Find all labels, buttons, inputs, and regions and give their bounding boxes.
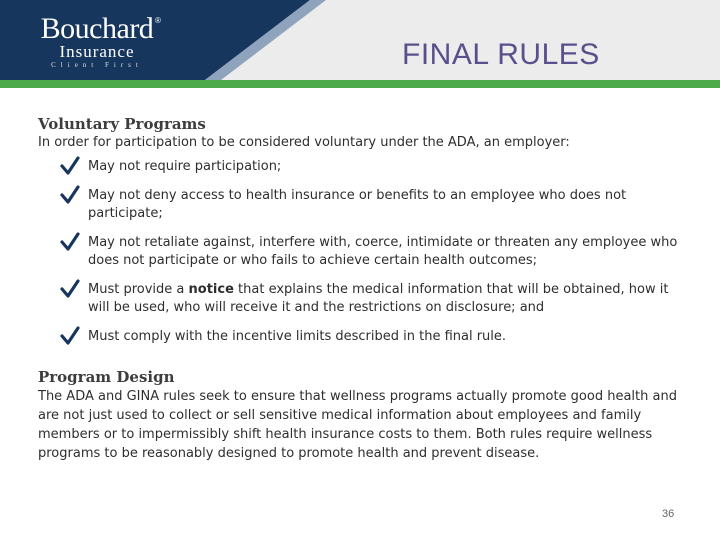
program-design-heading: Program Design (38, 368, 175, 386)
list-item-text: Must comply with the incentive limits described in the final rule. (88, 329, 507, 344)
checkmark-icon (60, 326, 80, 346)
list-item (60, 328, 688, 346)
list-item-text: May not deny access to health insurance or benefits to an employee who does not participate; (88, 188, 627, 221)
logo-sub-text: Insurance (59, 42, 135, 61)
slide-header (0, 0, 720, 80)
checkmark-icon (60, 185, 80, 205)
checkmark-icon (60, 279, 80, 299)
checkmark-icon (60, 156, 80, 176)
checkmark-icon (60, 232, 80, 252)
page-number: 36 (662, 508, 675, 520)
list-item (60, 234, 688, 270)
logo-main-text: Bouchard (40, 12, 154, 45)
company-logo (32, 14, 162, 70)
list-item-text: May not retaliate against, interfere with, coerce, intimidate or threaten any employee who does not participate or who fails to achieve certain health outcomes; (88, 235, 678, 268)
notice-emphasis: notice (188, 282, 234, 297)
registered-mark: ® (155, 16, 161, 25)
header-accent-bar (0, 80, 720, 88)
list-item-text-post: that explains the medical information that will be obtained, how it will be used, who will receive it and the restrictions on disclosure; and (88, 282, 669, 315)
list-item-text: May not require participation; (88, 159, 282, 174)
program-design-body: The ADA and GINA rules seek to ensure that wellness programs actually promote good health and are not just used to collect or sell sensitive medical information about employees and family members or to impermissibly shift health insurance costs to them. Both rules require wellness programs to be reasonably designed to promote health and prevent disease. (38, 389, 677, 461)
slide-content (38, 114, 688, 463)
list-item-text-pre: Must provide a (88, 282, 189, 297)
logo-tagline: Client First (51, 61, 143, 69)
list-item (60, 281, 688, 317)
voluntary-intro: In order for participation to be considered voluntary under the ADA, an employer: (38, 135, 570, 150)
list-item (60, 187, 688, 223)
voluntary-programs-heading: Voluntary Programs (38, 115, 206, 133)
requirements-list (38, 158, 688, 346)
list-item (60, 158, 688, 176)
slide-title: FINAL RULES (402, 38, 600, 71)
